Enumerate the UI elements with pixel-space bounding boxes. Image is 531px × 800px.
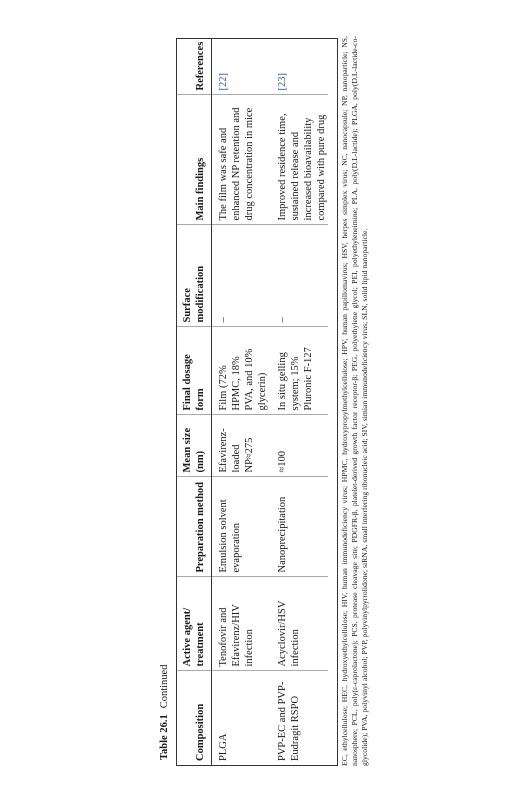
cell-composition: PLGA — [218, 733, 229, 761]
header-references: References — [177, 39, 212, 95]
cell-surface-modification: – — [212, 225, 270, 327]
header-main-findings: Main findings — [177, 95, 212, 225]
cell-composition: PVP-EC and PVP-Eudragit RSPO — [277, 681, 301, 761]
table-continued-label: Continued — [159, 664, 170, 709]
cell-main-findings: The film was safe and enhanced NP retention and drug concentration in mice — [212, 95, 270, 225]
header-surface-modification: Surface modification — [177, 225, 212, 327]
table-header-row — [177, 39, 212, 765]
cell-main-findings: Improved residence time, sustained release and increased bioavailability compared with pure drug — [269, 95, 328, 225]
cell-preparation-method: Nanoprecipitation — [269, 477, 328, 577]
cell-mean-size: Efavirenz-loaded NP≈275 — [212, 415, 270, 477]
header-composition: Composition — [177, 671, 212, 765]
cell-final-dosage-form: In situ gelling system; 15% Pluronic F-127 — [269, 327, 328, 415]
cell-active-agent: Acyclovir/HSV infection — [269, 577, 328, 671]
cell-surface-modification: – — [269, 225, 328, 327]
cell-final-dosage-form: Film (72% HPMC, 18% PVA, and 10% glycerin) — [212, 327, 270, 415]
data-table — [176, 38, 338, 766]
reference-link[interactable]: [23] — [269, 39, 328, 95]
cell-mean-size: ≈100 — [269, 415, 328, 477]
reference-link[interactable]: [22] — [212, 39, 270, 95]
header-active-agent: Active agent/ treatment — [177, 577, 212, 671]
table-row — [269, 39, 328, 765]
table-row — [212, 39, 270, 765]
cell-active-agent: Tenofovir and Efavirenz/HIV infection — [212, 577, 270, 671]
table-number: Table 26.1 — [159, 714, 170, 760]
cell-preparation-method: Emulsion solvent evaporation — [212, 477, 270, 577]
header-preparation-method: Preparation method — [177, 477, 212, 577]
abbreviations-footnote: EC, ethylcellulose; HEC, hydroxyethylcellulose; HIV, human immunodeficiency virus; HPMC, hydroxypropylmethylcellulose; HPV, human papillomavirus; HSV, herpes simplex virus; NC, nanocapsule; NP, nanoparticle; NS, nanosphere; PCL, poly(ε-caprolactone); PCS, protease cleavage site; PDGFR-β, platelet-derived growth factor receptor-β; PEG, polyethylene glycol; PEI, polyethyleneimine; PLA, poly(D,L-lactide); PLGA, poly(D,L-lactide-co-glycolide); PVA, polyvinyl alcohol; PVP, polyvinylpyrrolidone; siRNA, small interfering ribonucleic acid; SIV, simian immunodeficiency virus; SLN, solid lipid nanoparticle. — [340, 36, 369, 766]
header-final-dosage-form: Final dosage form — [177, 327, 212, 415]
header-mean-size: Mean size (nm) — [177, 415, 212, 477]
table-caption — [159, 665, 170, 760]
